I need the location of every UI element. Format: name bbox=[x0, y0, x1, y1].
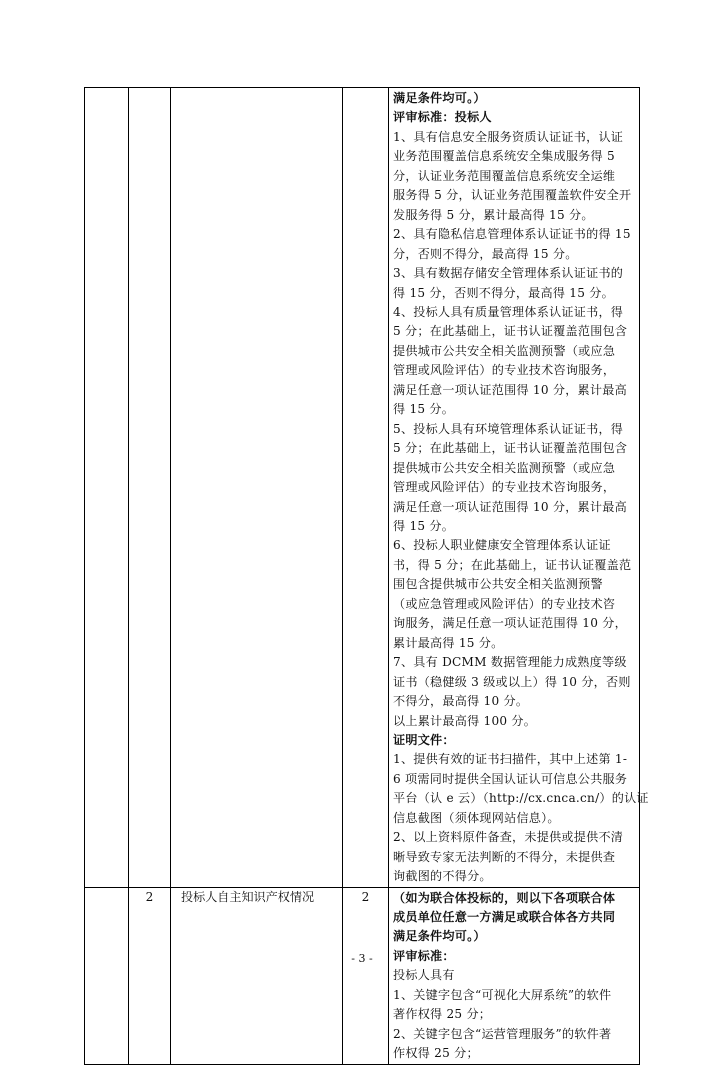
table-cell-score: 2 bbox=[343, 887, 389, 1064]
criteria-line: 2、关键字包含“运营管理服务”的软件著 bbox=[393, 1026, 612, 1041]
criteria-line: 1、关键字包含“可视化大屏系统”的软件 bbox=[393, 987, 612, 1002]
criteria-line: 1、具有信息安全服务资质认证证书，认证 bbox=[393, 129, 624, 144]
criteria-line: 6 项需同时提供全国认证认可信息公共服务 bbox=[393, 771, 628, 786]
criteria-line: 满足条件均可。） bbox=[393, 929, 486, 944]
criteria-line: 业务范围覆盖信息系统安全集成服务得 5 bbox=[393, 149, 615, 164]
table-cell-criteria bbox=[389, 88, 649, 888]
table-row bbox=[85, 88, 640, 888]
criteria-line: 分，否则不得分，最高得 15 分。 bbox=[393, 246, 578, 261]
criteria-line: 满足条件均可。） bbox=[393, 91, 486, 105]
table-cell-index bbox=[85, 887, 129, 1064]
criteria-line: 作权得 25 分； bbox=[393, 1046, 479, 1061]
table-cell-score bbox=[343, 88, 389, 888]
criteria-line: 3、具有数据存储安全管理体系认证证书的 bbox=[393, 266, 624, 281]
criteria-line: 6、投标人职业健康安全管理体系认证证 bbox=[393, 538, 611, 553]
table-cell-subindex: 2 bbox=[129, 887, 171, 1064]
criteria-line: 得 15 分。 bbox=[393, 402, 455, 417]
criteria-line: 围包含提供城市公共安全相关监测预警 bbox=[393, 577, 603, 592]
table-cell-item: 投标人自主知识产权情况 bbox=[171, 887, 343, 1064]
criteria-line: 询截图的不得分。 bbox=[393, 869, 492, 884]
criteria-line: 证书（稳健级 3 级或以上）得 10 分，否则 bbox=[393, 674, 631, 689]
criteria-line: 不得分，最高得 10 分。 bbox=[393, 694, 529, 709]
table-cell-item bbox=[171, 88, 343, 888]
criteria-line: 评审标准： bbox=[393, 948, 455, 963]
criteria-line: 著作权得 25 分； bbox=[393, 1007, 492, 1022]
criteria-line: 满足任意一项认证范围得 10 分，累计最高 bbox=[393, 499, 627, 514]
criteria-line: 1、提供有效的证书扫描件，其中上述第 1- bbox=[393, 752, 628, 767]
criteria-line: 得 15 分。 bbox=[393, 518, 455, 533]
table-cell-criteria bbox=[389, 887, 640, 1064]
criteria-line: 发服务得 5 分，累计最高得 15 分。 bbox=[393, 207, 594, 222]
criteria-line: 分，认证业务范围覆盖信息系统安全运维 bbox=[393, 168, 616, 183]
table-cell-index bbox=[85, 88, 129, 888]
criteria-line: 平台（认 e 云）（http://cx.cnca.cn/）的认证 bbox=[393, 791, 649, 806]
criteria-line: 满足任意一项认证范围得 10 分，累计最高 bbox=[393, 382, 627, 397]
criteria-line: 5、投标人具有环境管理体系认证证书，得 bbox=[393, 421, 624, 436]
criteria-line: 2、具有隐私信息管理体系认证证书的得 15 bbox=[393, 227, 631, 242]
criteria-line: 以上累计最高得 100 分。 bbox=[393, 713, 537, 728]
table-cell-subindex bbox=[129, 88, 171, 888]
criteria-line: 得 15 分，否则不得分，最高得 15 分。 bbox=[393, 285, 614, 300]
criteria-line: 晰导致专家无法判断的不得分，未提供查 bbox=[393, 849, 616, 864]
criteria-text bbox=[389, 88, 649, 887]
criteria-line: 书，得 5 分；在此基础上，证书认证覆盖范 bbox=[393, 557, 632, 572]
criteria-line: 2、以上资料原件备查，未提供或提供不清 bbox=[393, 830, 624, 845]
criteria-line: 5 分；在此基础上，证书认证覆盖范围包含 bbox=[393, 324, 628, 339]
criteria-line: 成员单位任意一方满足或联合体各方共同 bbox=[393, 910, 616, 925]
criteria-line: 管理或风险评估）的专业技术咨询服务， bbox=[393, 480, 616, 495]
criteria-line: 评审标准：投标人 bbox=[393, 110, 492, 125]
criteria-line: 信息截图（须体现网站信息）。 bbox=[393, 810, 560, 825]
criteria-line: （如为联合体投标的，则以下各项联合体 bbox=[393, 890, 616, 905]
criteria-line: 证明文件： bbox=[393, 732, 455, 747]
table-row bbox=[85, 887, 640, 1064]
criteria-text bbox=[389, 888, 639, 1064]
criteria-line: 投标人具有 bbox=[393, 968, 455, 983]
criteria-line: 提供城市公共安全相关监测预警（或应急 bbox=[393, 343, 616, 358]
criteria-line: 累计最高得 15 分。 bbox=[393, 635, 504, 650]
criteria-line: 7、具有 DCMM 数据管理能力成熟度等级 bbox=[393, 655, 627, 670]
criteria-line: 4、投标人具有质量管理体系认证证书，得 bbox=[393, 304, 624, 319]
scoring-table bbox=[84, 87, 649, 1065]
criteria-line: 提供城市公共安全相关监测预警（或应急 bbox=[393, 460, 616, 475]
criteria-line: 5 分；在此基础上，证书认证覆盖范围包含 bbox=[393, 441, 628, 456]
page-number: - 3 - bbox=[351, 952, 373, 965]
criteria-line: 管理或风险评估）的专业技术咨询服务， bbox=[393, 363, 616, 378]
criteria-line: （或应急管理或风险评估）的专业技术咨 bbox=[393, 596, 616, 611]
criteria-line: 服务得 5 分，认证业务范围覆盖软件安全开 bbox=[393, 188, 632, 203]
criteria-line: 询服务，满足任意一项认证范围得 10 分， bbox=[393, 616, 627, 631]
